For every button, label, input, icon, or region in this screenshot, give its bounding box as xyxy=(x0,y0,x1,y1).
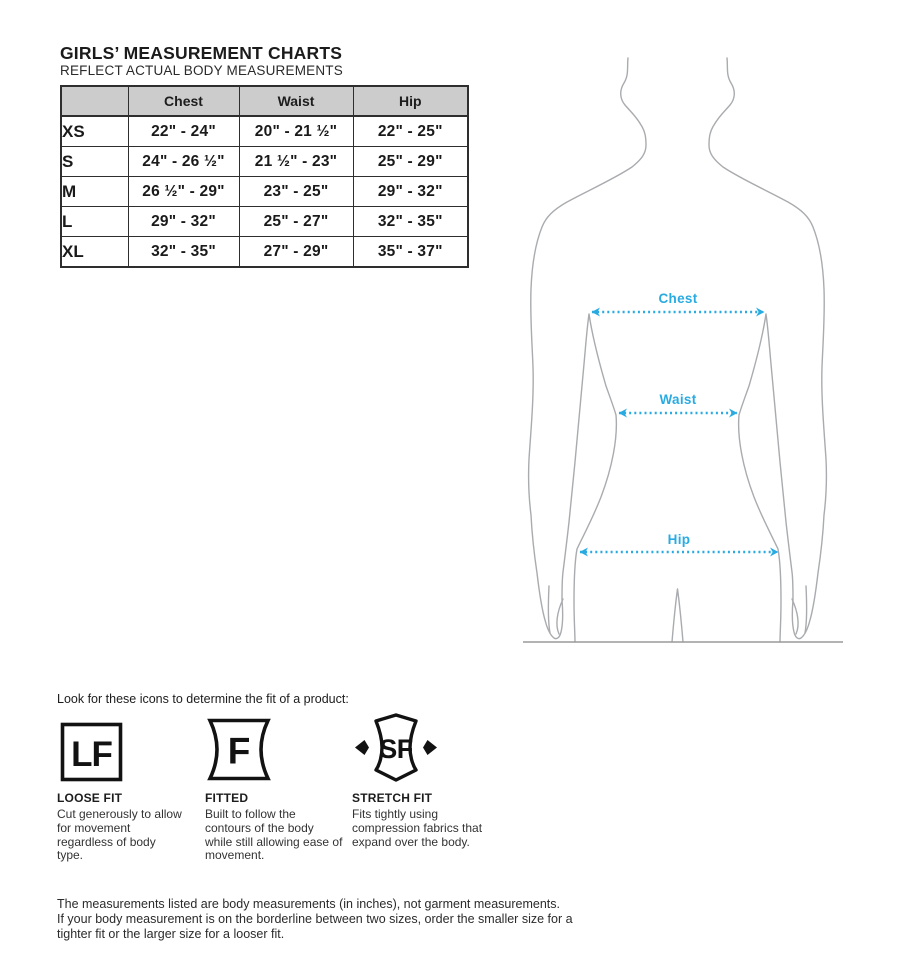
size-row-m xyxy=(61,177,468,207)
measurement-table xyxy=(60,85,469,268)
waist-column-header: Waist xyxy=(239,86,353,116)
measurement-footnote xyxy=(57,897,605,941)
chest-value: 29" - 32" xyxy=(128,207,239,237)
chest-column-header: Chest xyxy=(128,86,239,116)
loose-fit-icon-letters: LF xyxy=(71,735,112,774)
size-label: XL xyxy=(61,237,128,268)
fit-guide-intro: Look for these icons to determine the fit of a product: xyxy=(57,692,349,706)
hip-column-header: Hip xyxy=(353,86,468,116)
page-subtitle: REFLECT ACTUAL BODY MEASUREMENTS xyxy=(60,63,343,78)
waist-value: 23" - 25" xyxy=(239,177,353,207)
fitted-item xyxy=(205,712,343,863)
waist-measure-label: Waist xyxy=(659,392,697,407)
hip-value: 22" - 25" xyxy=(353,116,468,147)
stretch-fit-item xyxy=(352,712,492,849)
size-row-xl xyxy=(61,237,468,268)
waist-value: 21 ½" - 23" xyxy=(239,147,353,177)
size-row-xs xyxy=(61,116,468,147)
waist-value: 20" - 21 ½" xyxy=(239,116,353,147)
waist-value: 27" - 29" xyxy=(239,237,353,268)
chest-value: 24" - 26 ½" xyxy=(128,147,239,177)
size-label: S xyxy=(61,147,128,177)
fitted-icon xyxy=(205,712,343,782)
loose-fit-name: LOOSE FIT xyxy=(57,791,123,805)
footnote-line-1: The measurements listed are body measurements (in inches), not garment measurements. xyxy=(57,897,561,911)
fitted-description: Built to follow the contours of the body while still allowing ease of movement. xyxy=(205,807,343,863)
size-column-header xyxy=(61,86,128,116)
loose-fit-item xyxy=(57,712,183,863)
footnote-line-2: If your body measurement is on the borderline between two sizes, order the smaller size for a tighter fit or the larger size for a looser fit. xyxy=(57,911,573,941)
page-title: GIRLS’ MEASUREMENT CHARTS xyxy=(60,43,343,63)
size-label: XS xyxy=(61,116,128,147)
size-row-l xyxy=(61,207,468,237)
loose-fit-icon xyxy=(57,712,183,782)
chest-value: 26 ½" - 29" xyxy=(128,177,239,207)
hip-measure-label: Hip xyxy=(667,532,691,547)
waist-value: 25" - 27" xyxy=(239,207,353,237)
hip-value: 32" - 35" xyxy=(353,207,468,237)
size-row-s xyxy=(61,147,468,177)
stretch-fit-icon-letters: SF xyxy=(379,734,413,764)
hip-value: 35" - 37" xyxy=(353,237,468,268)
loose-fit-description: Cut generously to allow for movement regardless of body type. xyxy=(57,807,182,863)
fitted-icon-letter: F xyxy=(227,730,251,772)
stretch-fit-name: STRETCH FIT xyxy=(352,791,433,805)
stretch-fit-description: Fits tightly using compression fabrics that expand over the body. xyxy=(352,807,483,849)
chest-value: 32" - 35" xyxy=(128,237,239,268)
stretch-fit-icon xyxy=(352,712,492,782)
body-silhouette xyxy=(505,42,855,650)
hip-value: 25" - 29" xyxy=(353,147,468,177)
fitted-name: FITTED xyxy=(205,791,249,805)
hip-value: 29" - 32" xyxy=(353,177,468,207)
table-header-row xyxy=(61,86,468,116)
chest-value: 22" - 24" xyxy=(128,116,239,147)
size-label: M xyxy=(61,177,128,207)
size-label: L xyxy=(61,207,128,237)
chest-measure-label: Chest xyxy=(658,291,698,306)
